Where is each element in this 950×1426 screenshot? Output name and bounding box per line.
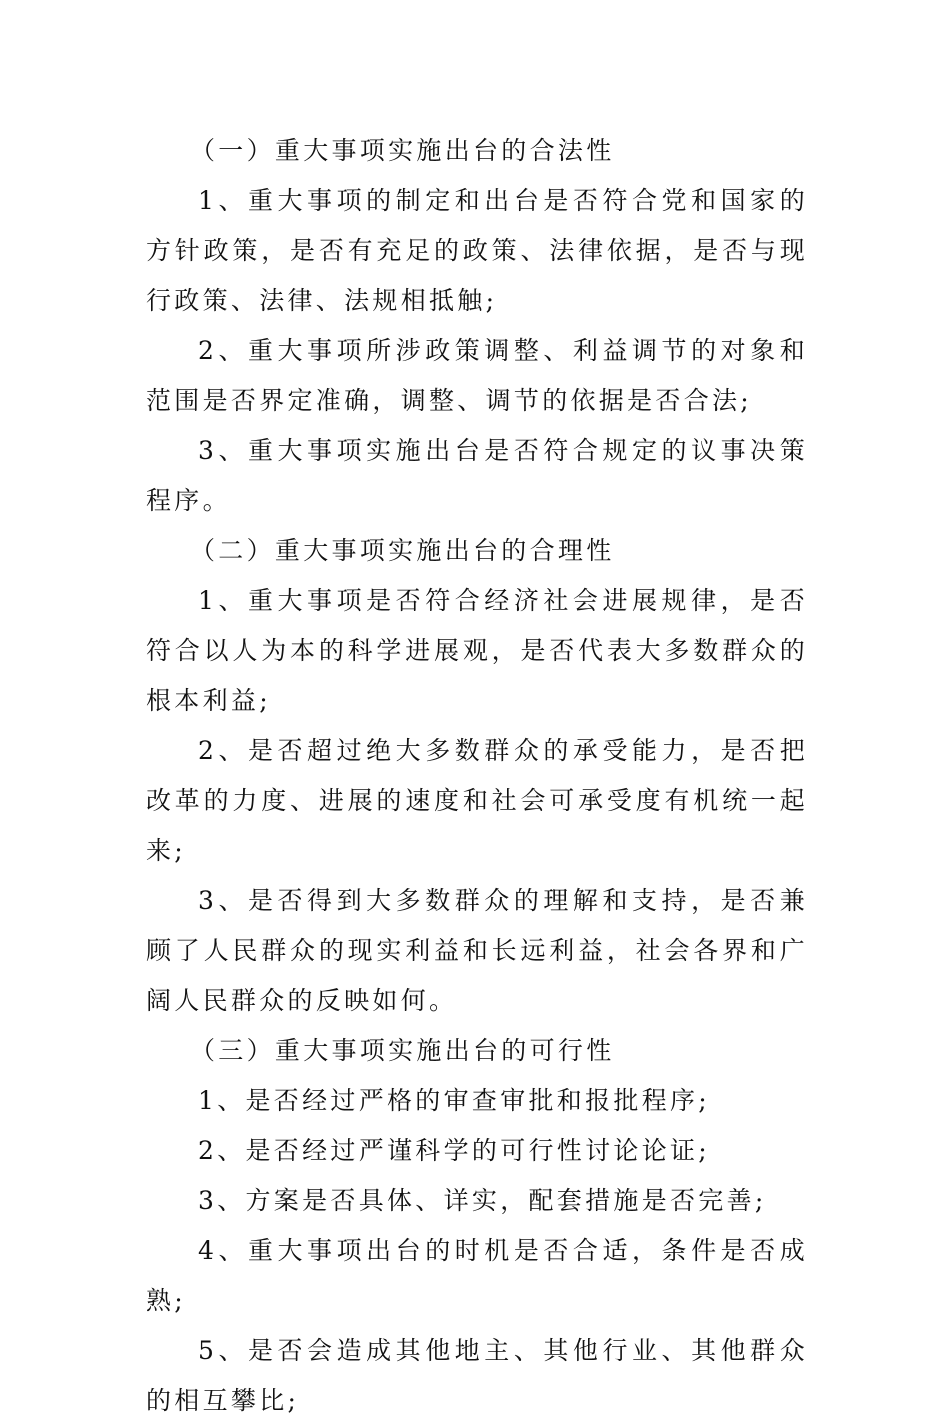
document-body xyxy=(146,126,808,1426)
list-item: 3、重大事项实施出台是否符合规定的议事决策程序。 xyxy=(146,436,808,515)
list-item: 2、重大事项所涉政策调整、利益调节的对象和范围是否界定准确，调整、调节的依据是否合法; xyxy=(146,336,808,415)
list-item: 1、重大事项的制定和出台是否符合党和国家的方针政策，是否有充足的政策、法律依据，是否与现行政策、法律、法规相抵触; xyxy=(146,186,808,315)
list-item: 5、是否会造成其他地主、其他行业、其他群众的相互攀比; xyxy=(146,1336,808,1415)
section-heading-legality: （一）重大事项实施出台的合法性 xyxy=(190,136,615,165)
list-item: 3、是否得到大多数群众的理解和支持，是否兼顾了人民群众的现实利益和长远利益，社会各界和广阔人民群众的反映如何。 xyxy=(146,886,808,1015)
list-item: 1、是否经过严格的审查审批和报批程序; xyxy=(198,1086,711,1115)
section-heading-rationality: （二）重大事项实施出台的合理性 xyxy=(190,536,615,565)
list-item: 4、重大事项出台的时机是否合适，条件是否成熟; xyxy=(146,1236,808,1315)
list-item: 2、是否超过绝大多数群众的承受能力，是否把改革的力度、进展的速度和社会可承受度有机统一起来; xyxy=(146,736,808,865)
list-item: 2、是否经过严谨科学的可行性讨论论证; xyxy=(198,1136,711,1165)
list-item: 1、重大事项是否符合经济社会进展规律，是否符合以人为本的科学进展观，是否代表大多数群众的根本利益; xyxy=(146,586,808,715)
list-item: 3、方案是否具体、详实，配套措施是否完善; xyxy=(198,1186,767,1215)
section-heading-feasibility: （三）重大事项实施出台的可行性 xyxy=(190,1036,615,1065)
